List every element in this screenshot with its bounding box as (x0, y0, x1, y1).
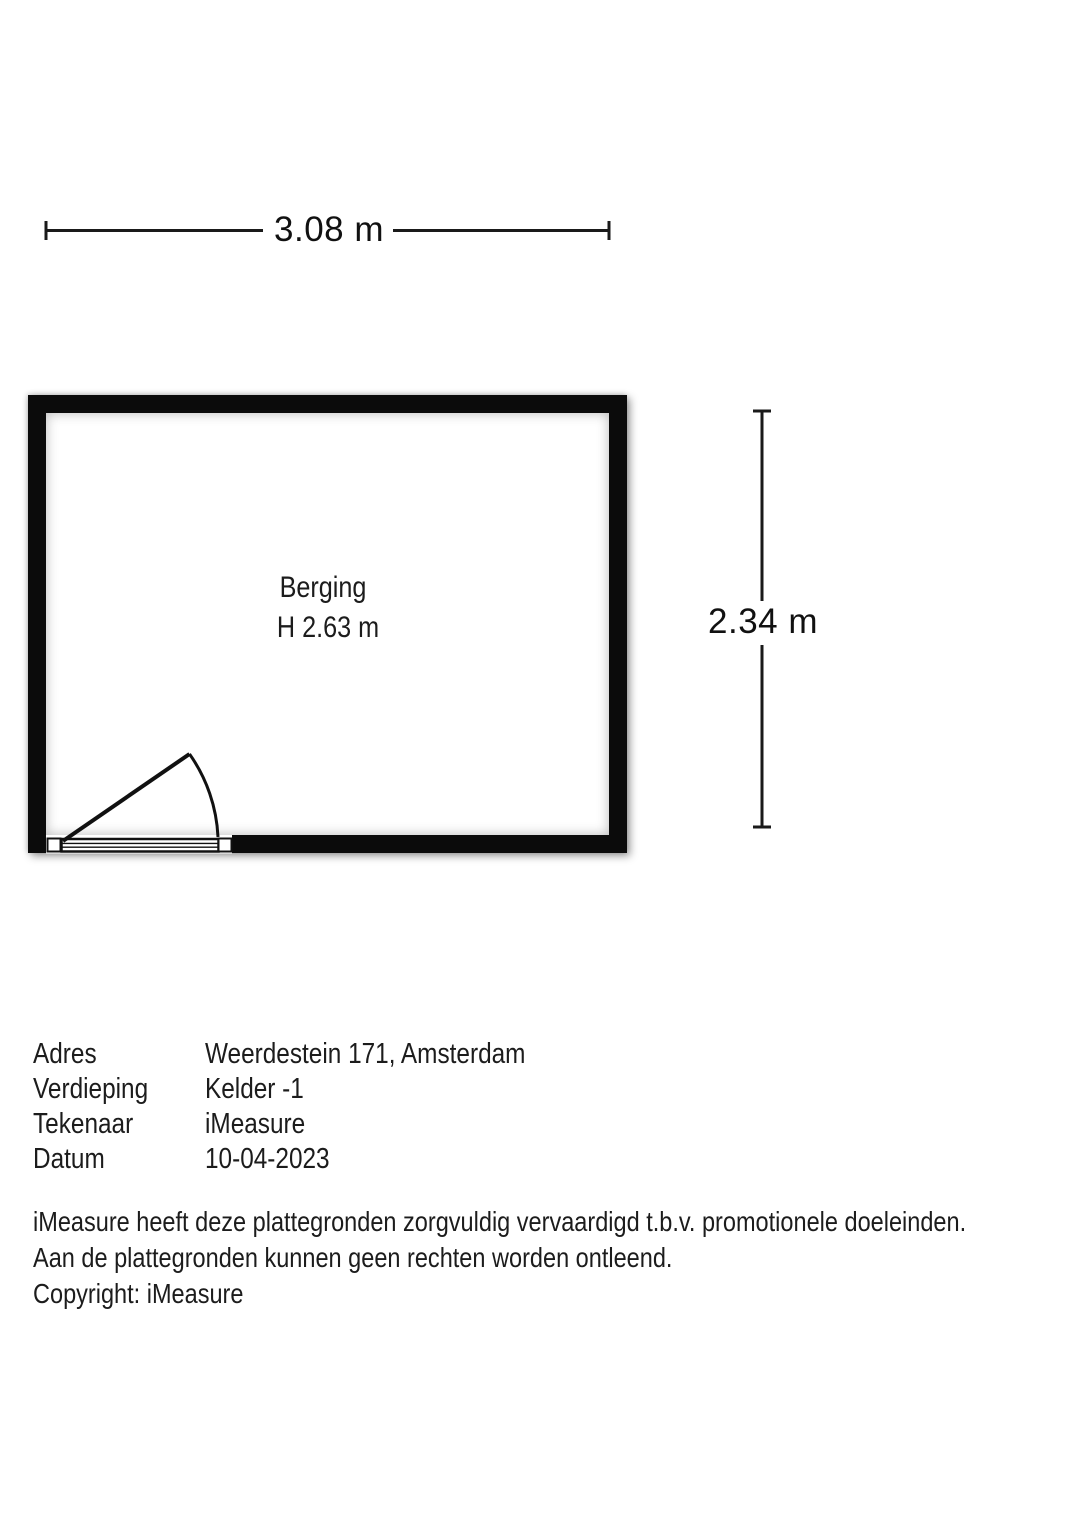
meta-value: iMeasure (205, 1108, 306, 1140)
disclaimer-line (33, 1278, 1080, 1314)
meta-value: Weerdestein 171, Amsterdam (205, 1038, 526, 1070)
room-name-label: Berging (279, 571, 367, 604)
width-dimension-label: 3.08 m (274, 210, 384, 249)
meta-label: Tekenaar (33, 1108, 134, 1140)
meta-value: 10-04-2023 (205, 1143, 330, 1175)
disclaimer-line (33, 1206, 1080, 1242)
door-swing-arc (190, 754, 219, 837)
disclaimer-line-text: Copyright: iMeasure (33, 1278, 244, 1309)
meta-label: Adres (33, 1038, 97, 1070)
room-height-label: H 2.63 m (276, 611, 380, 644)
door-post-left (48, 839, 61, 852)
door-leaf (62, 839, 219, 852)
disclaimer-line-text: iMeasure heeft deze plattegronden zorgvuldig vervaardigd t.b.v. promotionele doeleinden. (33, 1206, 967, 1237)
height-dimension-label: 2.34 m (708, 602, 818, 641)
disclaimer-line (33, 1242, 1080, 1278)
disclaimer-text (33, 1206, 1080, 1314)
meta-value: Kelder -1 (205, 1073, 304, 1105)
meta-label: Verdieping (33, 1073, 149, 1105)
door-open-leaf (63, 754, 190, 841)
meta-label: Datum (33, 1143, 105, 1175)
door-post-right (219, 839, 232, 852)
disclaimer-line-text: Aan de plattegronden kunnen geen rechten worden ontleend. (33, 1242, 673, 1273)
door (46, 754, 232, 854)
